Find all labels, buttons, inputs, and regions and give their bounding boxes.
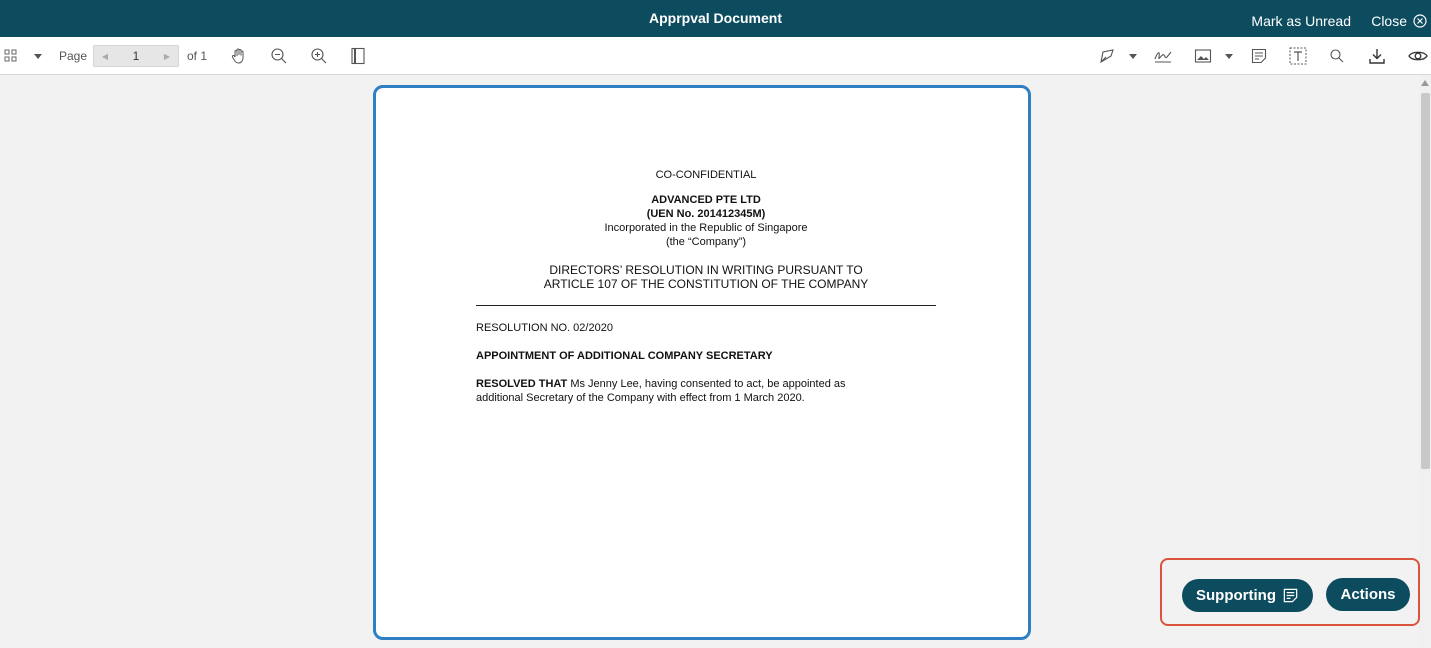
text-box-icon[interactable]	[1287, 37, 1309, 75]
appointment-heading: APPOINTMENT OF ADDITIONAL COMPANY SECRETARY	[476, 350, 773, 362]
page-label: Page	[58, 49, 88, 63]
confidential-label: CO-CONFIDENTIAL	[655, 169, 757, 181]
resolution-heading-line1: DIRECTORS’ RESOLUTION IN WRITING PURSUANT TO	[549, 263, 863, 277]
incorporation-text: Incorporated in the Republic of Singapore	[604, 222, 808, 234]
page-number-input[interactable]	[116, 46, 156, 66]
page-navigator	[93, 45, 179, 67]
previous-page-icon[interactable]: ◀	[101, 51, 109, 61]
image-icon[interactable]	[1192, 37, 1214, 75]
resolution-heading-line2: ARTICLE 107 OF THE CONSTITUTION OF THE COMPANY	[543, 277, 869, 291]
document-content	[476, 168, 936, 405]
resolved-text-line2: additional Secretary of the Company with effect from 1 March 2020.	[476, 392, 805, 404]
download-icon[interactable]	[1366, 37, 1388, 75]
company-definition: (the “Company”)	[665, 236, 747, 248]
close-label: Close	[1371, 13, 1407, 29]
dropdown-arrow-icon[interactable]	[30, 37, 46, 75]
resolved-paragraph	[476, 377, 936, 405]
supporting-button[interactable]	[1182, 579, 1313, 612]
company-name: ADVANCED PTE LTD	[651, 194, 761, 206]
resolved-label: RESOLVED THAT	[476, 378, 568, 390]
company-uen: (UEN No. 201412345M)	[646, 208, 766, 220]
scroll-thumb[interactable]	[1421, 93, 1430, 469]
eye-icon[interactable]	[1406, 37, 1430, 75]
document-list-icon	[1282, 587, 1299, 604]
signature-icon[interactable]	[1152, 37, 1174, 75]
pen-dropdown-icon[interactable]	[1126, 37, 1140, 75]
supporting-label: Supporting	[1196, 587, 1276, 604]
mark-as-unread-link[interactable]: Mark as Unread	[1251, 13, 1351, 29]
zoom-out-icon[interactable]	[268, 37, 290, 75]
actions-button[interactable]: Actions	[1326, 578, 1410, 611]
image-dropdown-icon[interactable]	[1222, 37, 1236, 75]
search-icon[interactable]	[1326, 37, 1348, 75]
document-page	[373, 85, 1031, 640]
close-circle-icon	[1413, 14, 1427, 28]
page-total: of 1	[186, 49, 207, 63]
pen-annotate-icon[interactable]	[1096, 37, 1118, 75]
note-icon[interactable]	[1248, 37, 1270, 75]
single-page-view-icon[interactable]	[347, 37, 369, 75]
close-button[interactable]	[1371, 13, 1427, 29]
next-page-icon[interactable]: ▶	[163, 51, 171, 61]
zoom-in-icon[interactable]	[308, 37, 330, 75]
thumbnails-icon[interactable]	[2, 37, 20, 75]
resolution-number: RESOLUTION NO. 02/2020	[476, 322, 613, 334]
scroll-up-arrow-icon[interactable]	[1421, 80, 1429, 86]
divider	[476, 305, 936, 306]
pdf-toolbar	[0, 37, 1431, 75]
pan-hand-icon[interactable]	[228, 37, 250, 75]
resolved-text-line1: Ms Jenny Lee, having consented to act, be appointed as	[567, 378, 846, 390]
document-title: Apprpval Document	[648, 10, 782, 26]
vertical-scrollbar[interactable]	[1419, 75, 1431, 648]
title-bar	[0, 0, 1431, 37]
